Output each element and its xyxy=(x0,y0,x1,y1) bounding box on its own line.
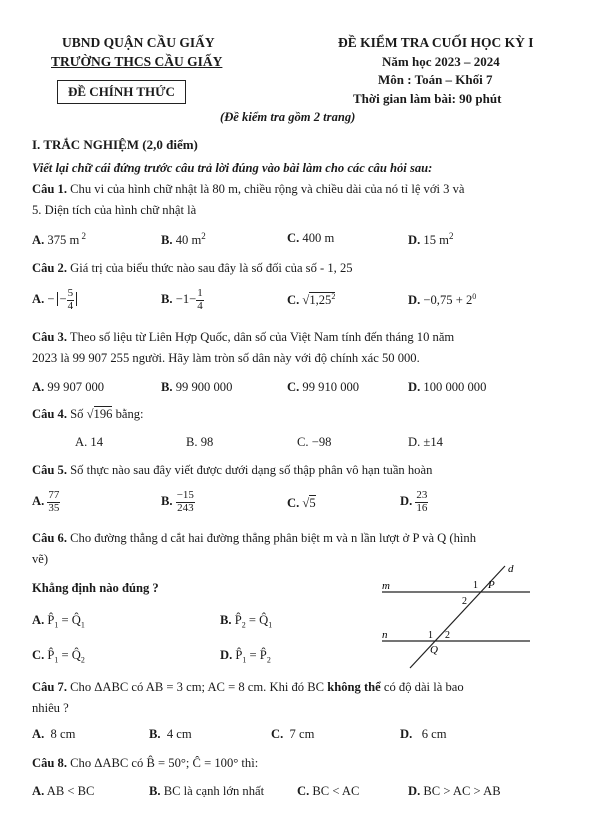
q3-line2: 2023 là 99 907 255 người. Hãy làm tròn số dân này với độ chính xác 50 000. xyxy=(32,351,420,365)
q3-text: Theo số liệu từ Liên Hợp Quốc, dân số của Việt Nam tính đến tháng 10 năm xyxy=(67,330,455,344)
q7-option-a: A. 8 cm xyxy=(32,727,76,741)
q6-line2: vẽ) xyxy=(32,552,49,566)
q5-option-c: C. √5 xyxy=(287,496,316,510)
q1-option-c: C. 400 m xyxy=(287,231,335,245)
q7-label: Câu 7. xyxy=(32,680,67,694)
q1-text: Chu vi của hình chữ nhật là 80 m, chiều rộng và chiều dài của nó tỉ lệ với 3 và xyxy=(67,182,465,196)
label-p2: 2 xyxy=(462,596,467,607)
q3-option-d: D. 100 000 000 xyxy=(408,380,487,394)
q7-option-b: B. 4 cm xyxy=(149,727,192,741)
q8-label: Câu 8. xyxy=(32,756,67,770)
q4-line: Câu 4. Số √196 bằng: xyxy=(32,407,144,421)
label-p1: 1 xyxy=(473,580,478,591)
q8-option-c: C. BC < AC xyxy=(297,784,360,798)
q2-text: Giá trị của biểu thức nào sau đây là số đối của số - 1, 25 xyxy=(67,261,353,275)
q4-option-a: A. 14 xyxy=(75,435,103,449)
q5-option-b: B. $\frac{-15}{243}$ xyxy=(161,489,194,514)
exam-title: ĐỀ KIỂM TRA CUỐI HỌC KỲ I xyxy=(338,35,534,50)
q6-option-c: C. $P̂_1$ = $Q̂_2$ xyxy=(32,648,85,665)
q6-option-a: A. $P̂_1$ = $Q̂_1$ xyxy=(32,613,85,630)
q5-label: Câu 5. xyxy=(32,463,67,477)
q5-line xyxy=(32,463,432,478)
section-title: I. TRẮC NGHIỆM (2,0 điểm) xyxy=(32,137,198,152)
label-q1: 1 xyxy=(428,630,433,641)
q4-option-b: B. 98 xyxy=(186,435,214,449)
q6-claim: Khẳng định nào đúng ? xyxy=(32,581,159,595)
q5-option-d: D. $\frac{23}{16}$ xyxy=(400,489,428,514)
q7-line2: nhiêu ? xyxy=(32,701,69,715)
q7-line1: Câu 7. Cho ΔABC có AB = 3 cm; AC = 8 cm. Khi đó BC không thể có độ dài là bao xyxy=(32,680,464,694)
label-m: m xyxy=(382,580,390,592)
q8-option-a: A. AB < BC xyxy=(32,784,95,798)
subject: Môn : Toán – Khối 7 xyxy=(378,72,493,87)
q5-text: Số thực nào sau đây viết được dưới dạng số thập phân vô hạn tuần hoàn xyxy=(67,463,433,477)
label-d: d xyxy=(508,563,514,575)
q3-label: Câu 3. xyxy=(32,330,67,344)
q2-line xyxy=(32,261,353,276)
q2-option-d: D. $-0,75 + 2^0$ xyxy=(408,292,477,308)
q1-line2: 5. Diện tích của hình chữ nhật là xyxy=(32,203,197,217)
q3-option-b: B. 99 900 000 xyxy=(161,380,233,394)
q7-option-d: D. 6 cm xyxy=(400,727,447,741)
q8-option-d: D. BC > AC > AB xyxy=(408,784,501,798)
q2-label: Câu 2. xyxy=(32,261,67,275)
q1-option-d: D. 15 $m^2$ xyxy=(408,231,454,248)
q6-text: Cho đường thẳng d cắt hai đường thẳng phân biệt m và n lần lượt ở P và Q (hình xyxy=(67,531,477,545)
q2-option-b: B. −1− $\frac{1}{4}$ xyxy=(161,287,203,312)
label-n: n xyxy=(382,629,388,641)
q1-label: Câu 1. xyxy=(32,182,67,196)
label-q2: 2 xyxy=(445,630,450,641)
instruction: Viết lại chữ cái đứng trước câu trả lời đúng vào bài làm cho các câu hỏi sau: xyxy=(32,161,433,175)
school-year: Năm học 2023 – 2024 xyxy=(382,54,500,69)
q4-option-c: C. −98 xyxy=(297,435,332,449)
q4-label: Câu 4. xyxy=(32,407,67,421)
q8-line: Câu 8. Cho ΔABC có B̂ = 50°; Ĉ = 100° thì: xyxy=(32,756,259,770)
q1-option-a: A. 375 m $^2$ xyxy=(32,231,86,248)
geometry-figure xyxy=(370,558,550,673)
school-name: TRƯỜNG THCS CẦU GIẤY xyxy=(51,54,223,69)
q1-line1 xyxy=(32,182,465,197)
q8-option-b: B. BC là cạnh lớn nhất xyxy=(149,784,265,798)
duration: Thời gian làm bài: 90 phút xyxy=(353,91,502,106)
q3-line1 xyxy=(32,330,454,345)
q1-option-b: B. 40 $m^2$ xyxy=(161,231,206,248)
q4-option-d: D. ±14 xyxy=(408,435,443,449)
q6-line1 xyxy=(32,531,476,546)
page-count: (Đề kiểm tra gồm 2 trang) xyxy=(220,110,356,124)
q7-option-c: C. 7 cm xyxy=(271,727,315,741)
q2-option-c: C. √1,25$^2$ xyxy=(287,292,336,308)
q5-option-a: A. $\frac{77}{35}$ xyxy=(32,489,60,514)
label-Q: Q xyxy=(430,644,438,656)
q3-option-a: A. 99 907 000 xyxy=(32,380,105,394)
q6-option-b: B. $P̂_2$ = $Q̂_1$ xyxy=(220,613,273,630)
q3-option-c: C. 99 910 000 xyxy=(287,380,360,394)
q6-label: Câu 6. xyxy=(32,531,67,545)
q2-option-a: A. − − $\frac{5}{4}$ xyxy=(32,288,77,312)
official-badge: ĐỀ CHÍNH THỨC xyxy=(57,80,186,104)
district-name: UBND QUẬN CẦU GIẤY xyxy=(62,35,215,50)
q6-option-d: D. $P̂_1$ = $P̂_2$ xyxy=(220,648,271,665)
label-P: P xyxy=(488,579,495,591)
